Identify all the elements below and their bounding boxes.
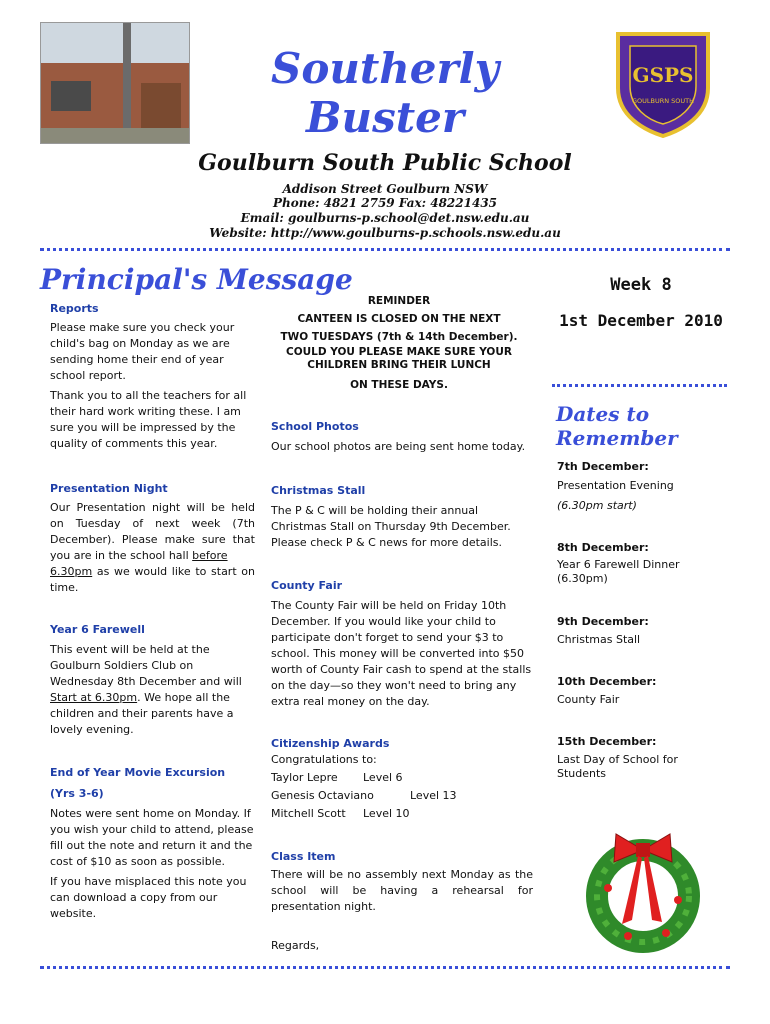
movie-excursion-heading: End of Year Movie Excursion (50, 766, 226, 779)
class-item-paragraph: There will be no assembly next Monday as the school will be having a rehearsal for presentation night. (271, 868, 533, 913)
header-divider (40, 248, 730, 251)
date-day: 7th December: (557, 460, 649, 473)
principal-message-heading: Principal's Message (40, 263, 353, 296)
christmas-stall-heading: Christmas Stall (271, 484, 366, 497)
issue-date: 1st December 2010 (559, 311, 723, 330)
newsletter-title: Southerly Buster (270, 44, 500, 142)
regards: Regards, (271, 939, 320, 952)
date-day: 8th December: (557, 541, 649, 554)
school-name: Goulburn South Public School (198, 150, 572, 176)
movie-excursion-years: (Yrs 3-6) (50, 787, 104, 800)
date-day: 9th December: (557, 615, 649, 628)
reports-paragraph-2: Thank you to all the teachers for all their hard work writing these. I am sure you will be impressed by the quality of comments this year. (50, 389, 247, 450)
date-note: (6.30pm start) (557, 499, 637, 512)
reports-paragraph-1: Please make sure you check your child's bag on Monday as we are sending home their end of year school report. (50, 321, 235, 382)
sidebar-divider (552, 384, 727, 387)
school-building-photo (40, 22, 190, 144)
presentation-night-heading: Presentation Night (50, 482, 168, 495)
presentation-night-paragraph: Our Presentation night will be held on Tuesday of next week (7th December). Please make sure that you are in the school hall before 6.30pm as we would like to start on time. (50, 501, 255, 594)
school-crest-logo (612, 28, 714, 138)
award-name: Taylor Lepre (271, 771, 338, 784)
class-item-heading: Class Item (271, 850, 336, 863)
reports-heading: Reports (50, 302, 99, 315)
week-label: Week 8 (610, 275, 672, 295)
award-level: Level 10 (363, 807, 410, 820)
citizenship-awards-heading: Citizenship Awards (271, 737, 390, 750)
date-event: Last Day of School for Students (557, 753, 678, 780)
county-fair-heading: County Fair (271, 579, 343, 592)
crest-monogram: GSPS (632, 63, 694, 87)
reminder-line-1: CANTEEN IS CLOSED ON THE NEXT (297, 313, 501, 325)
school-photos-heading: School Photos (271, 420, 359, 433)
award-name: Mitchell Scott (271, 807, 346, 820)
crest-text: GOULBURN SOUTH (631, 97, 695, 105)
movie-excursion-paragraph-1: Notes were sent home on Monday. If you wish your child to attend, please fill out the note and return it and the cost of $10 as soon as possible. (50, 807, 254, 868)
county-fair-paragraph: The County Fair will be held on Friday 10th December. If you would like your child to participate don't forget to send your $3 to school. This money will be converted into $50 worth of County Fair cash to spend at the stalls on the day—so they won't need to bring any extra real money on the day. (271, 599, 532, 708)
award-name: Genesis Octaviano (271, 789, 374, 802)
date-event: County Fair (557, 693, 620, 706)
date-day: 15th December: (557, 735, 657, 748)
year6-farewell-heading: Year 6 Farewell (50, 623, 145, 636)
phone-fax: Phone: 4821 2759 Fax: 48221435 (272, 196, 498, 210)
date-event: Christmas Stall (557, 633, 641, 646)
award-row (271, 770, 403, 786)
movie-excursion-paragraph-2: If you have misplaced this note you can download a copy from our website. (50, 875, 247, 920)
christmas-stall-paragraph: The P & C will be holding their annual Christmas Stall on Thursday 9th December. Please check P & C news for more details. (271, 504, 511, 549)
reminder-heading: REMINDER (367, 295, 431, 307)
award-level: Level 13 (410, 789, 457, 802)
date-event: Presentation Evening (557, 479, 674, 492)
date-event: Year 6 Farewell Dinner (6.30pm) (557, 558, 680, 585)
award-row (271, 806, 410, 822)
reminder-line-4: ON THESE DAYS. (350, 379, 448, 391)
dates-to-remember-heading: Dates to Remember (556, 402, 678, 450)
year6-farewell-paragraph: This event will be held at the Goulburn Soldiers Club on Wednesday 8th December and will Start at 6.30pm. We hope all the children and their parents have a lovely evening. (50, 643, 242, 736)
website: Website: http://www.goulburns-p.schools.nsw.edu.au (209, 226, 561, 240)
email: Email: goulburns-p.school@det.nsw.edu.au (240, 211, 530, 225)
address: Addison Street Goulburn NSW (282, 182, 488, 196)
school-photos-paragraph: Our school photos are being sent home today. (271, 440, 526, 453)
date-day: 10th December: (557, 675, 657, 688)
christmas-wreath-icon (578, 828, 708, 958)
reminder-line-2: TWO TUESDAYS (7th & 14th December). (280, 331, 518, 343)
citizenship-congratulations: Congratulations to: (271, 753, 377, 766)
reminder-line-3: COULD YOU PLEASE MAKE SURE YOUR CHILDREN BRING THEIR LUNCH (286, 346, 512, 371)
award-row (271, 788, 457, 804)
footer-divider (40, 966, 730, 969)
award-level: Level 6 (363, 771, 403, 784)
